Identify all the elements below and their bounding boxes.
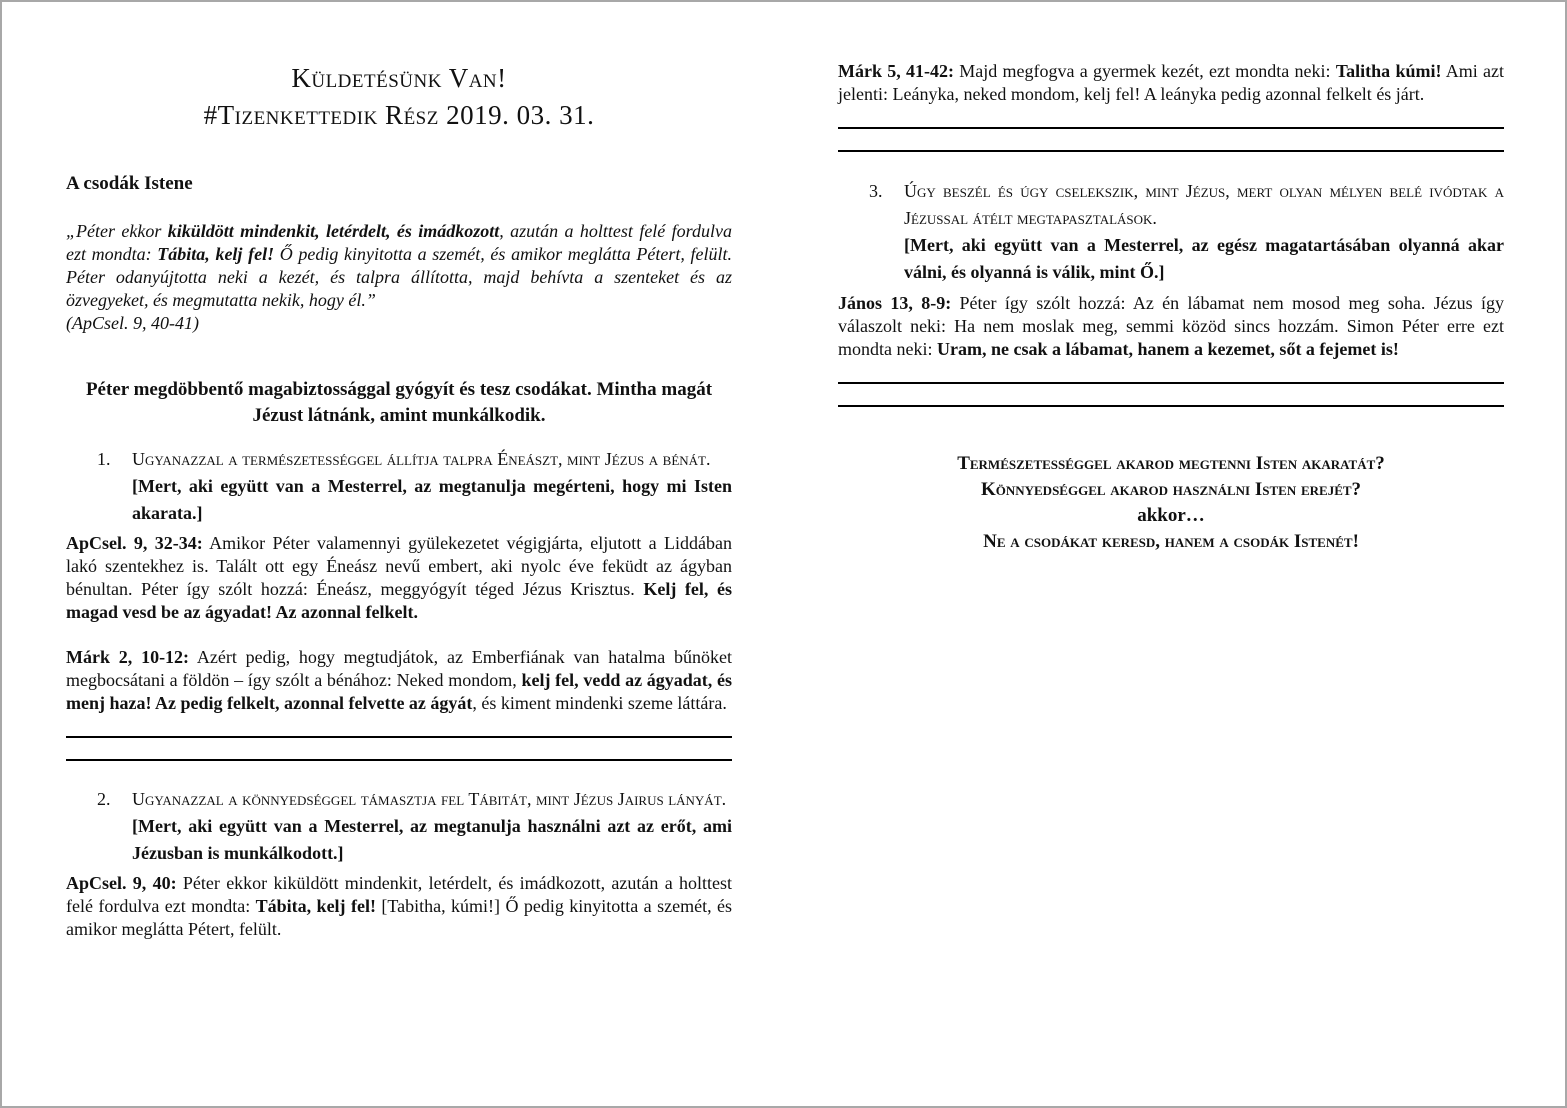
- item-note: [Mert, aki együtt van a Mesterrel, az megtanulja használni azt az erőt, ami Jézusban is munkálkodott.]: [132, 816, 732, 863]
- closing-line-1: Természetességgel akarod megtenni Isten akaratát?: [957, 453, 1385, 474]
- item-heading: Úgy beszél és úgy cselekszik, mint Jézus, mert olyan mélyen belé ivódtak a Jézussal átélt megtapasztalások.: [904, 181, 1504, 228]
- numbered-item-1: [97, 446, 732, 527]
- answer-line: [66, 738, 732, 761]
- answer-lines: [838, 361, 1504, 407]
- answer-line: [838, 106, 1504, 129]
- item-number: 2.: [97, 789, 111, 809]
- closing-line-4: Ne a csodákat keresd, hanem a csodák Istenét!: [983, 531, 1359, 552]
- answer-line: [838, 361, 1504, 384]
- right-column: [838, 2, 1504, 555]
- scripture-mark-5-41-42: Márk 5, 41-42: Majd megfogva a gyermek kezét, ezt mondta neki: Talitha kúmi! Ami azt jelenti: Leányka, neked mondom, kelj fel! A leányka pedig azonnal felkelt és járt.: [838, 61, 1504, 104]
- section-heading: A csodák Istene: [66, 173, 193, 194]
- title-line-1: Küldetésünk Van!: [291, 63, 507, 93]
- item-note: [Mert, aki együtt van a Mesterrel, az megtanulja megérteni, hogy mi Isten akarata.]: [132, 476, 732, 523]
- answer-line: [838, 384, 1504, 407]
- answer-lines: [838, 106, 1504, 152]
- answer-lines: [66, 715, 732, 761]
- answer-line: [838, 129, 1504, 152]
- item-body: [132, 786, 732, 867]
- numbered-item-2: [97, 786, 732, 867]
- item-number: 1.: [97, 449, 111, 469]
- scripture-mark-2-10-12: Márk 2, 10-12: Azért pedig, hogy megtudjátok, az Emberfiának van hatalma bűnöket megbocsátani a földön – így szólt a bénához: Neked mondom, kelj fel, vedd az ágyadat, és menj haza! Az pedig felkelt, azonnal felvette az ágyát, és kiment mindenki szeme láttára.: [66, 647, 732, 713]
- item-body: [132, 446, 732, 527]
- item-note: [Mert, aki együtt van a Mesterrel, az egész magatartásában olyanná akar válni, és olyanná is válik, mint Ő.]: [904, 235, 1504, 282]
- document-title: [66, 60, 732, 134]
- item-heading: Ugyanazzal a könnyedséggel támasztja fel Tábitát, mint Jézus Jairus lányát.: [132, 789, 727, 809]
- closing-line-2: Könnyedséggel akarod használni Isten erejét?: [980, 479, 1362, 500]
- scripture-apcsel-9-40: ApCsel. 9, 40: Péter ekkor kiküldött mindenkit, letérdelt, és imádkozott, azután a holttest felé fordulva ezt mondta: Tábita, kelj fel! [Tabitha, kúmi!] Ő pedig kinyitotta a szemét, és amikor meglátta Pétert, felült.: [66, 873, 732, 939]
- closing-line-3: akkor…: [1137, 505, 1205, 526]
- quote-reference: (ApCsel. 9, 40-41): [66, 313, 199, 333]
- scripture-apcsel-9-32-34: ApCsel. 9, 32-34: Amikor Péter valamennyi gyülekezetet végigjárta, eljutott a Liddában lakó szentekhez is. Talált ott egy Éneász nevű embert, aki nyolc éve feküdt az ágyban bénultan. Péter így szólt hozzá: Éneász, meggyógyít téged Jézus Krisztus. Kelj fel, és magad vesd be az ágyadat! Az azonnal felkelt.: [66, 533, 733, 622]
- opening-quote: „Péter ekkor kiküldött mindenkit, letérdelt, és imádkozott, azután a holttest felé fordulva ezt mondta: Tábita, kelj fel! Ő pedig kinyitotta a szemét, és amikor meglátta Pétert, felült. Péter odanyújtotta neki a kezét, és talpra állította, majd behívta a szenteket és az özvegyeket, és megmutatta nekik, hogy él.”: [66, 221, 733, 310]
- item-heading: Ugyanazzal a természetességgel állítja talpra Éneászt, mint Jézus a bénát.: [132, 449, 711, 469]
- left-column: [66, 2, 732, 941]
- item-body: [904, 178, 1504, 286]
- title-line-2: #Tizenkettedik Rész 2019. 03. 31.: [203, 100, 595, 130]
- numbered-item-3: [869, 178, 1504, 286]
- answer-line: [66, 715, 732, 738]
- item-number: 3.: [869, 181, 883, 201]
- scripture-janos-13-8-9: János 13, 8-9: Péter így szólt hozzá: Az én lábamat nem mosod meg soha. Jézus így válaszolt neki: Ha nem moslak meg, semmi közöd sincs hozzám. Simon Péter erre ezt mondta neki: Uram, ne csak a lábamat, hanem a kezemet, sőt a fejemet is!: [838, 293, 1504, 359]
- closing-statement: [838, 451, 1504, 555]
- intro-statement: Péter megdöbbentő magabiztossággal gyógyít és tesz csodákat. Mintha magát Jézust látnánk, amint munkálkodik.: [85, 379, 713, 426]
